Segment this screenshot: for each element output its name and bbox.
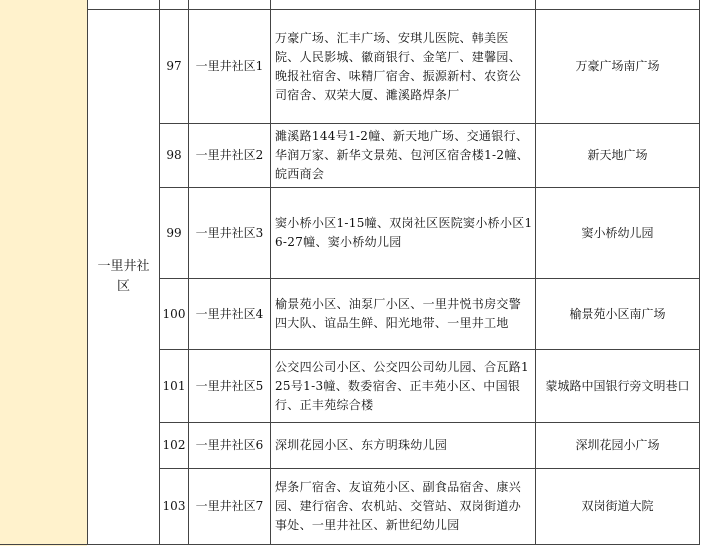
site-location: 深圳花园小广场 [575,438,660,452]
grid-line [535,0,536,545]
site-location: 榆景苑小区南广场 [569,306,666,321]
address-list: 榆景苑小区、油泵厂小区、一里井悦书房交警四大队、谊品生鲜、阳光地带、一里井工地 [275,297,522,330]
address-list: 公交四公司小区、公交四公司幼儿园、合瓦路125号1-3幢、数委宿舍、正丰苑小区、中国银行、正丰苑综合楼 [275,359,529,412]
site-location: 窦小桥幼儿园 [581,225,654,240]
address-list: 濉溪路144号1-2幢、新天地广场、交通银行、华润万家、新华文景苑、包河区宿舍楼1-2幢、皖西商会 [275,129,529,181]
community-name-cell [88,10,159,544]
row-number: 102 [162,438,186,452]
grid-line [159,187,700,188]
site-location: 蒙城路中国银行旁文明巷口 [545,378,690,393]
grid-name: 一里井社区5 [195,378,264,393]
grid-name: 一里井社区2 [195,148,264,162]
site-location: 双岗街道大院 [581,499,654,513]
row-number: 101 [162,378,186,393]
grid-name: 一里井社区7 [195,499,264,513]
address-list: 深圳花园小区、东方明珠幼儿园 [275,438,448,452]
grid-line [159,0,160,545]
grid-line [159,123,700,124]
grid-line [270,0,271,545]
row-number: 98 [166,148,182,162]
row-number: 97 [166,59,182,73]
grid-name: 一里井社区1 [195,59,264,73]
grid-line [699,0,700,545]
grid-line [159,468,700,469]
grid-line [87,0,88,545]
address-list: 焊条厂宿舍、友谊苑小区、副食品宿舍、康兴园、建行宿舍、农机站、交管站、双岗街道办事处、一里井社区、新世纪幼儿园 [275,480,522,532]
row-number: 103 [162,499,186,513]
site-location: 万豪广场南广场 [575,59,660,73]
grid-name: 一里井社区4 [195,306,264,321]
grid-line [0,544,700,545]
grid-name: 一里井社区3 [195,225,264,240]
site-location: 新天地广场 [587,148,648,162]
address-list: 万豪广场、汇丰广场、安琪儿医院、韩美医院、人民影城、徽商银行、金笔厂、建馨园、晚报社宿舍、味精厂宿舍、振源新村、农资公司宿舍、双荣大厦、濉溪路焊条厂 [275,30,522,102]
grid-line [159,422,700,423]
left-highlight-column [0,0,87,546]
address-list: 窦小桥小区1-15幢、双岗社区医院窦小桥小区16-27幢、窦小桥幼儿园 [275,216,533,249]
row-number: 99 [166,225,182,240]
grid-line [87,9,700,10]
grid-name: 一里井社区6 [195,438,264,452]
community-name: 一里井社区 [97,259,150,294]
grid-line [159,349,700,350]
grid-line [159,278,700,279]
row-number: 100 [162,306,186,321]
grid-line [188,0,189,545]
